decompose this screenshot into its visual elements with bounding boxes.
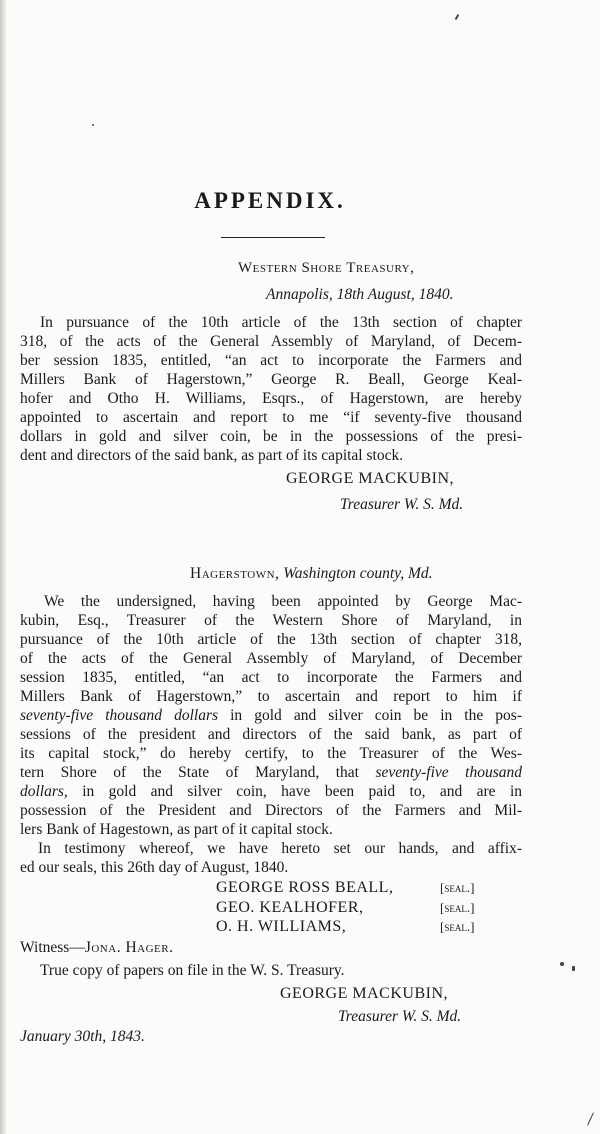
letter1-line: dollars in gold and silver coin, be in the possessions of the presi- [20,428,522,445]
letter1-line: appointed to ascertain and report to me “if seventy-five thousand [20,409,522,426]
letter2-line: in gold and silver coin, have been paid to, and are in [82,783,523,800]
letter2-line: ed our seals, this 26th day of August, 1840. [20,859,289,876]
letter2-place-rest: Washington county, Md. [283,565,433,582]
letter2-place-line [190,564,433,583]
ink-speck [560,962,564,966]
letter2-line: lers Bank of Hagestown, as part of it capital stock. [20,821,333,838]
letter1-signer-title: Treasurer W. S. Md. [340,496,464,513]
letter1-line: ber session 1835, entitled, “an act to incorporate the Farmers and [20,352,522,369]
italic-amount: seventy-five thousand [375,764,523,781]
italic-amount: dollars, [20,783,68,800]
witness-line [20,938,173,957]
seal-mark: [seal.] [440,880,475,895]
letter1-date-rest: 18th August, 1840. [336,286,454,303]
seal-mark: [seal.] [440,919,475,934]
letter2-line: in gold and silver coin be in the pos- [230,707,523,724]
letter1-line: dent and directors of the said bank, as part of its capital stock. [20,447,404,464]
letter2-line: Millers Bank of Hagerstown,” to ascertain and report to him if [20,688,522,705]
witness-label: Witness— [20,939,85,956]
letter2-line: We the undersigned, having been appointed by George Mac- [44,593,522,610]
letter1-line: hofer and Otho H. Williams, Esqrs., of Hagerstown, are hereby [20,390,522,407]
footer-date: January 30th, 1843. [20,1028,145,1045]
letter1-date-place: Annapolis, [266,286,333,303]
letter2-line: In testimony whereof, we have hereto set our hands, and affix- [38,840,522,857]
letter2-line: possession of the President and Directors of the Farmers and Mil- [20,802,522,819]
letter2-line-mixed [20,706,522,725]
letter1-line: Millers Bank of Hagerstown,” George R. Beall, George Keal- [20,371,522,388]
ink-speck [587,1112,594,1125]
page-title: APPENDIX. [194,188,346,213]
letter2-line: its capital stock,” do hereby certify, to the Treasurer of the Wes- [20,745,522,762]
letter2-line-mixed [20,763,522,782]
page-edge [0,0,6,1134]
letter2-line-mixed [20,782,522,801]
letter2-signer: GEORGE MACKUBIN, [280,985,448,1002]
letter2-line: of the acts of the General Assembly of Maryland, of December [20,650,522,667]
title-rule [221,237,325,238]
signature-name: O. H. WILLIAMS, [216,918,347,935]
letter2-line: session 1835, entitled, “an act to incorporate the Farmers and [20,669,522,686]
true-copy-note: True copy of papers on file in the W. S. Treasury. [40,962,345,979]
ink-speck [455,14,460,20]
letter2-line: pursuance of the 10th article of the 13th section of chapter 318, [20,631,522,648]
ink-speck [572,966,575,971]
ink-speck [92,124,94,126]
letter2-line: tern Shore of the State of Maryland, that [20,764,359,781]
letter2-place: Hagerstown, [190,565,280,582]
italic-amount: seventy-five thousand dollars [20,707,219,724]
letter2-line: sessions of the president and directors of the said bank, as part of [20,726,522,743]
seal-mark: [seal.] [440,900,475,915]
letter2-line: kubin, Esq., Treasurer of the Western Shore of Maryland, in [20,612,522,629]
letter2-signer-title: Treasurer W. S. Md. [338,1008,462,1025]
letter1-signer: GEORGE MACKUBIN, [286,470,454,487]
signature-name: GEO. KEALHOFER, [216,899,364,916]
signature-name: GEORGE ROSS BEALL, [216,879,394,896]
letter1-line: 318, of the acts of the General Assembly of Maryland, of Decem- [20,333,522,350]
letter1-date [266,285,453,304]
witness-name: Jona. Hager. [84,939,174,956]
letter1-line: In pursuance of the 10th article of the 13th section of chapter [40,314,522,331]
letter1-place: Western Shore Treasury, [238,260,415,276]
